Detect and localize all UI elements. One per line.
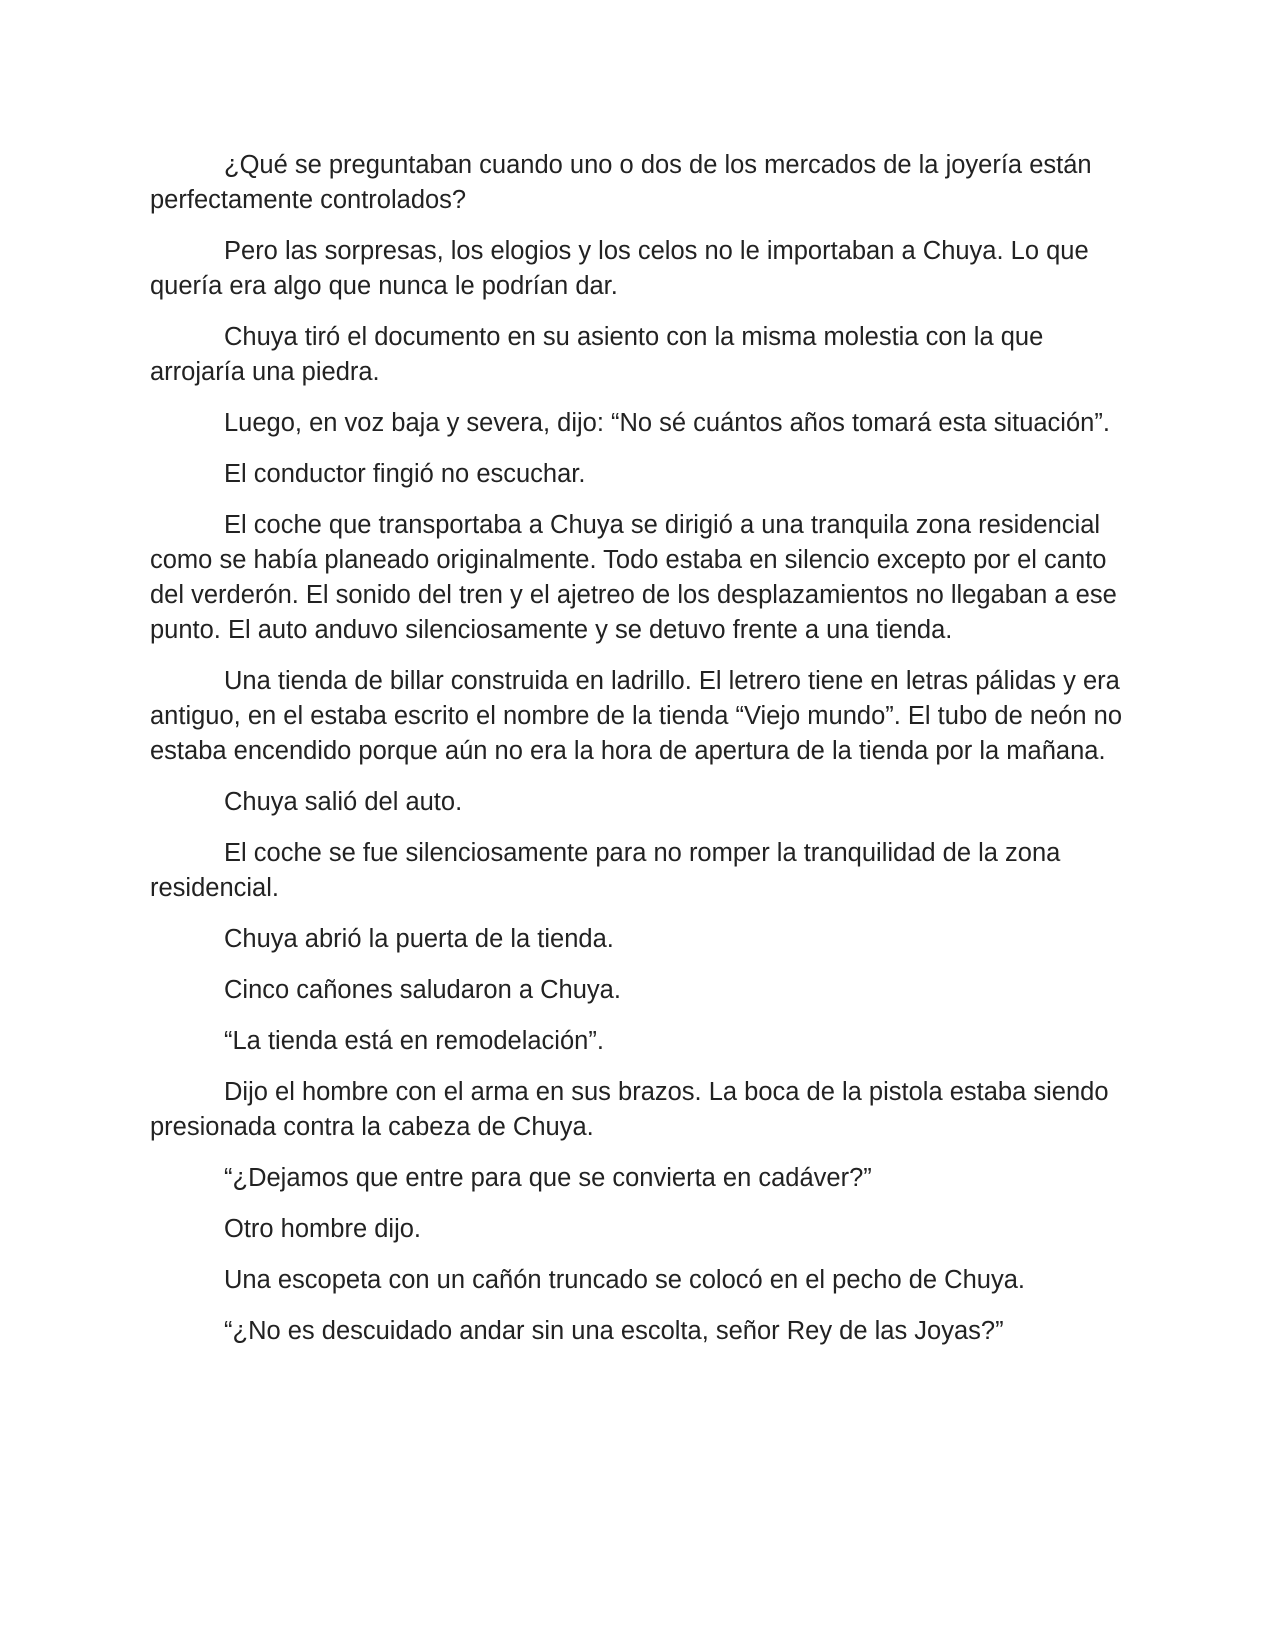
paragraph-17: “¿No es descuidado andar sin una escolta, señor Rey de las Joyas?” bbox=[224, 1317, 1004, 1345]
document-body bbox=[150, 148, 1125, 1365]
paragraph-6: El coche que transportaba a Chuya se dirigió a una tranquila zona residencial como se había planeado originalmente. Todo estaba en silencio excepto por el canto del verderón. El sonido del tren y el ajetreo de los desplazamientos no llegaban a ese punto. El auto anduvo silenciosamente y se detuvo frente a una tienda. bbox=[150, 511, 1117, 644]
paragraph-13: Dijo el hombre con el arma en sus brazos. La boca de la pistola estaba siendo presionada contra la cabeza de Chuya. bbox=[150, 1078, 1109, 1141]
paragraph-10: Chuya abrió la puerta de la tienda. bbox=[224, 925, 614, 953]
paragraph-11: Cinco cañones saludaron a Chuya. bbox=[224, 976, 621, 1004]
paragraph-7: Una tienda de billar construida en ladrillo. El letrero tiene en letras pálidas y era antiguo, en el estaba escrito el nombre de la tienda “Viejo mundo”. El tubo de neón no estaba encendido porque aún no era la hora de apertura de la tienda por la mañana. bbox=[150, 667, 1123, 765]
paragraph-15: Otro hombre dijo. bbox=[224, 1215, 422, 1243]
paragraph-16: Una escopeta con un cañón truncado se colocó en el pecho de Chuya. bbox=[224, 1266, 1025, 1294]
paragraph-3: Chuya tiró el documento en su asiento con la misma molestia con la que arrojaría una piedra. bbox=[150, 323, 1044, 386]
paragraph-2: Pero las sorpresas, los elogios y los celos no le importaban a Chuya. Lo que quería era algo que nunca le podrían dar. bbox=[150, 237, 1089, 300]
paragraph-5: El conductor fingió no escuchar. bbox=[224, 460, 586, 488]
paragraph-8: Chuya salió del auto. bbox=[224, 788, 463, 816]
paragraph-12: “La tienda está en remodelación”. bbox=[224, 1027, 604, 1055]
paragraph-9: El coche se fue silenciosamente para no romper la tranquilidad de la zona residencial. bbox=[150, 839, 1061, 902]
paragraph-1: ¿Qué se preguntaban cuando uno o dos de los mercados de la joyería están perfectamente controlados? bbox=[150, 151, 1092, 214]
paragraph-14: “¿Dejamos que entre para que se convierta en cadáver?” bbox=[224, 1164, 872, 1192]
paragraph-4: Luego, en voz baja y severa, dijo: “No sé cuántos años tomará esta situación”. bbox=[224, 409, 1110, 437]
